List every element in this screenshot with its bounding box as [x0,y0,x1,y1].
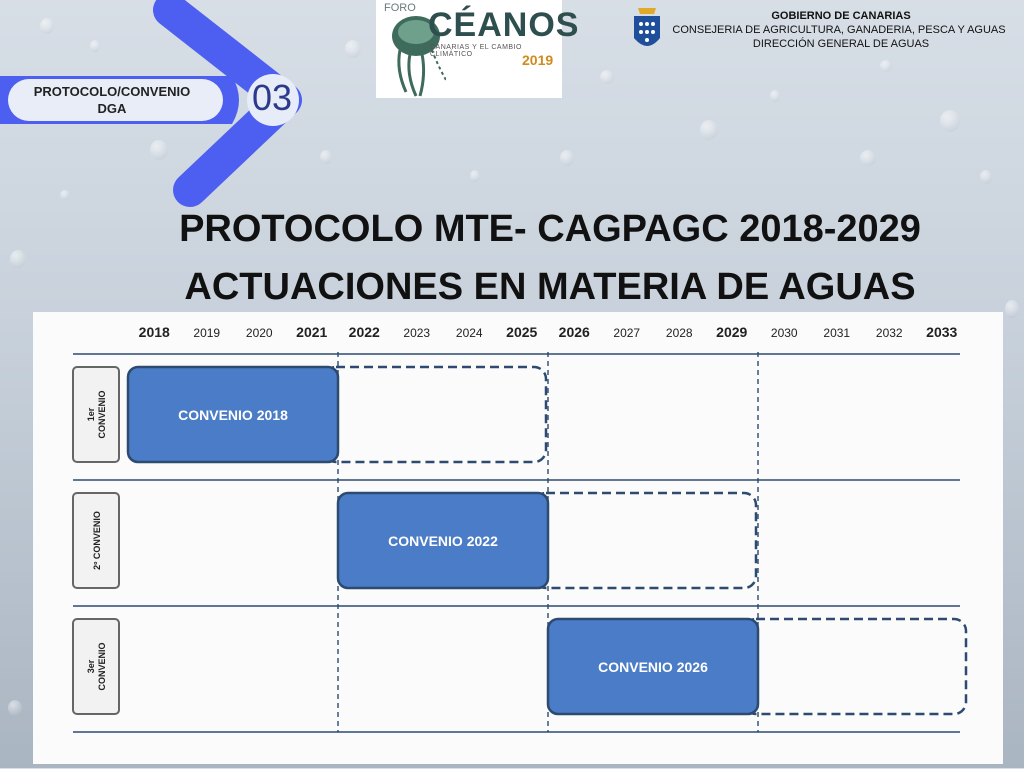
logo-name: CÉANOS [428,6,580,44]
foro-oceanos-logo [376,0,580,98]
convenio-bar-label: CONVENIO 2022 [388,533,498,549]
government-header [632,4,1016,52]
logo-prefix: FORO [384,2,416,14]
row-label-text: 3erCONVENIO [86,642,107,691]
row-label-tab [73,367,119,462]
year-label: 2023 [403,326,431,340]
timeline-diagram [33,312,1003,764]
year-label: 2032 [875,326,903,340]
year-label: 2026 [558,324,590,340]
section-number: 03 [251,77,293,118]
year-label: 2030 [770,326,798,340]
logo-subtitle: CANARIAS Y EL CAMBIO CLIMÁTICO [430,44,522,58]
badge-label [12,83,212,117]
row-label-tab [73,493,119,588]
coat-of-arms-icon [632,4,662,54]
government-title: GOBIERNO DE CANARIAS [771,10,911,22]
logo-year: 2019 [522,52,554,68]
year-label: 2020 [245,326,273,340]
row-label-text: 1erCONVENIO [86,390,107,439]
year-label: 2019 [193,326,221,340]
year-label: 2033 [926,324,958,340]
page-title-line2: ACTUACIONES EN MATERIA DE AGUAS [184,266,916,308]
timeline-panel [33,312,1003,764]
badge-label-line1: PROTOCOLO/CONVENIO [33,84,191,99]
page-title [100,200,1000,316]
convenio-extension-bar [744,619,966,714]
year-label: 2027 [613,326,641,340]
government-directorate: DIRECCIÓN GENERAL DE AGUAS [752,38,930,50]
page-title-line1: PROTOCOLO MTE- CAGPAGC 2018-2029 [179,208,921,250]
year-label: 2028 [665,326,693,340]
convenio-extension-bar [534,493,756,588]
year-label: 2024 [455,326,483,340]
year-label: 2022 [348,324,380,340]
row-label-text: 2º CONVENIO [92,511,102,570]
convenio-bar-label: CONVENIO 2018 [178,407,288,423]
year-label: 2031 [823,326,851,340]
convenio-extension-bar [324,367,546,462]
year-label: 2029 [716,324,748,340]
year-label: 2018 [138,324,170,340]
year-label: 2021 [296,324,328,340]
badge-label-line2: DGA [97,101,127,116]
year-label: 2025 [506,324,538,340]
row-label-tab [73,619,119,714]
government-department: CONSEJERIA DE AGRICULTURA, GANADERIA, PESCA Y AGUAS [672,24,1006,36]
convenio-bar-label: CONVENIO 2026 [598,659,708,675]
